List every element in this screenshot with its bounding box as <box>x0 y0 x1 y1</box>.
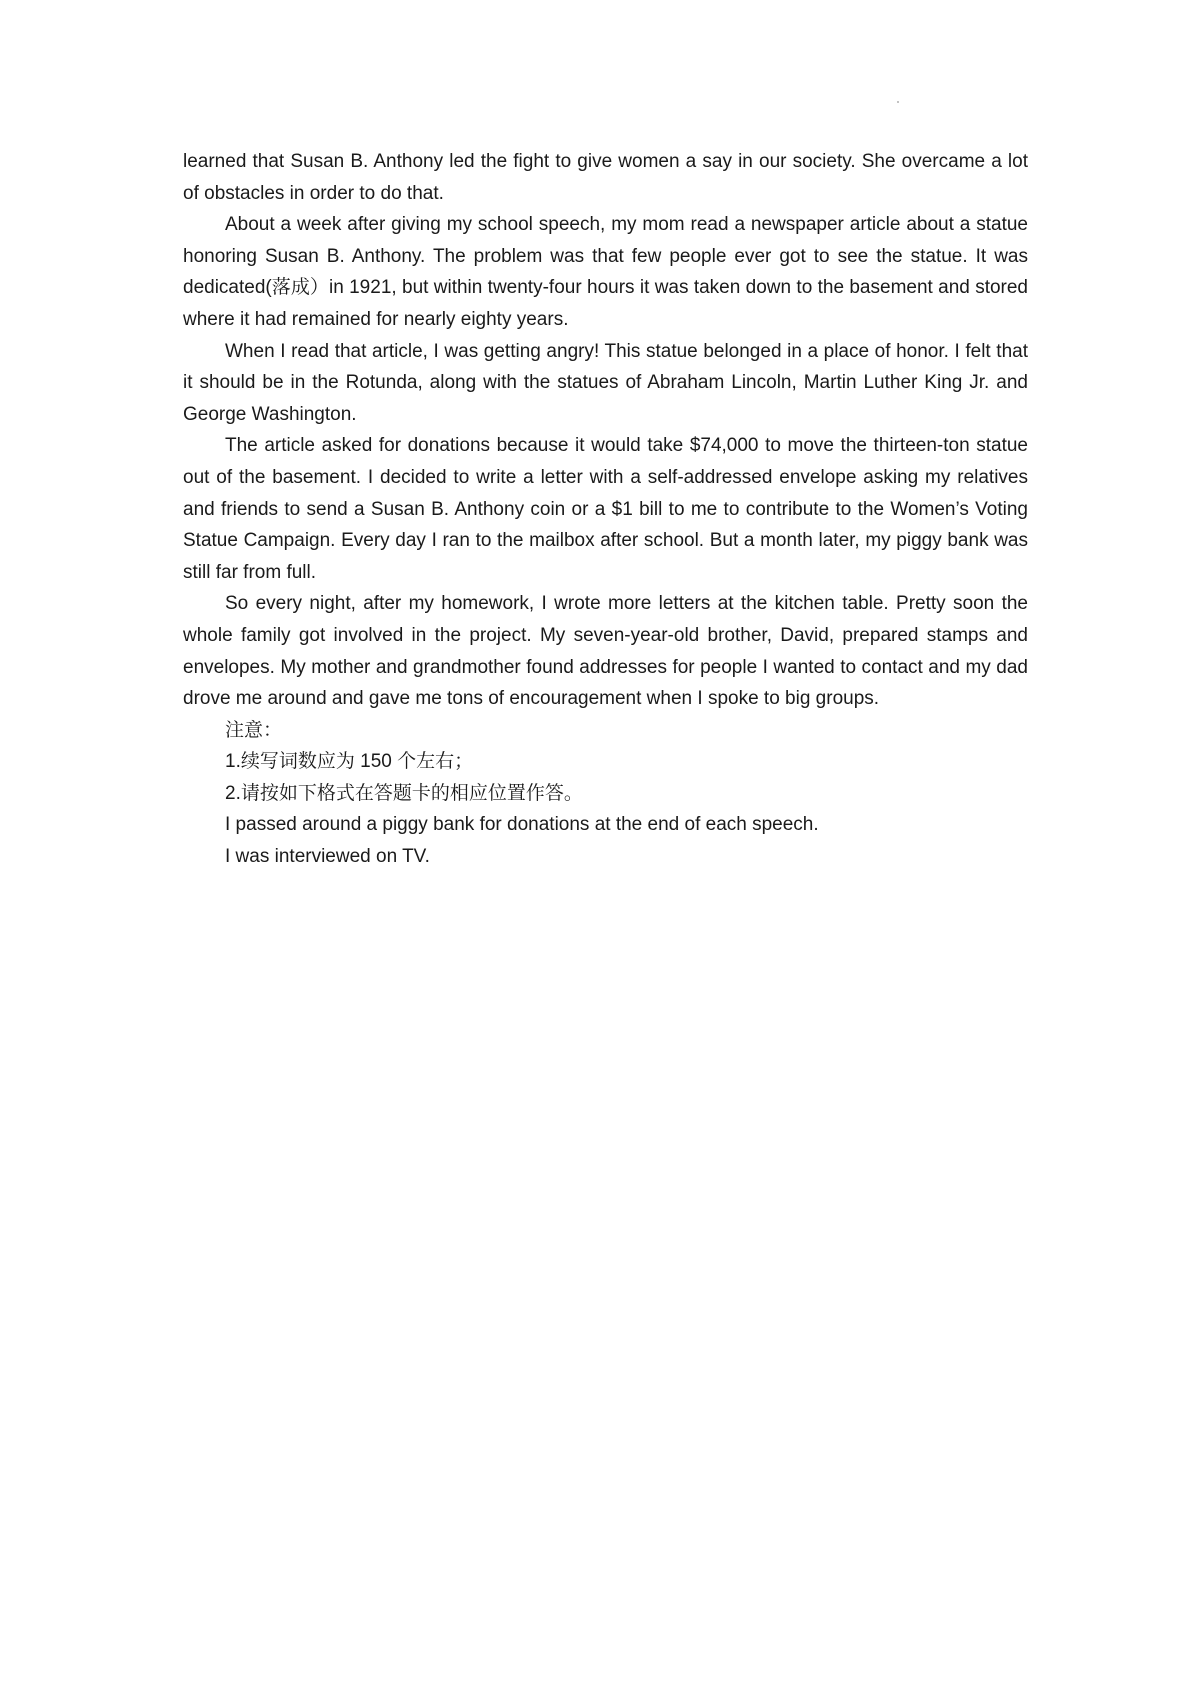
continuation-prompt-1: I passed around a piggy bank for donations at the end of each speech. <box>225 814 819 836</box>
continuation-prompt-2: I was interviewed on TV. <box>225 846 430 868</box>
note-item-2: 2.请按如下格式在答题卡的相应位置作答。 <box>225 782 583 804</box>
document-body <box>183 146 1028 873</box>
story-paragraph-5: So every night, after my homework, I wrote more letters at the kitchen table. Pretty soon the whole family got involved in the project. My seven-year-old brother, David, prepared stamps and envelopes. My mother and grandmother found addresses for people I wanted to contact and my dad drove me around and gave me tons of encouragement when I spoke to big groups. <box>183 593 1028 710</box>
story-paragraph-3: When I read that article, I was getting angry! This statue belonged in a place of honor. I felt that it should be in the Rotunda, along with the statues of Abraham Lincoln, Martin Luther King Jr. and George Washington. <box>183 340 1028 425</box>
scan-dot <box>897 101 899 103</box>
notes-heading: 注意： <box>225 719 283 741</box>
note-item-1: 1.续写词数应为 150 个左右； <box>225 751 474 773</box>
story-paragraph-1: learned that Susan B. Anthony led the fight to give women a say in our society. She overcame a lot of obstacles in order to do that. <box>183 151 1028 204</box>
story-paragraph-2: About a week after giving my school speech, my mom read a newspaper article about a statue honoring Susan B. Anthony. The problem was that few people ever got to see the statue. It was dedicated(落成）in 1921, but within twenty-four hours it was taken down to the basement and stored where it had remained for nearly eighty years. <box>183 214 1028 330</box>
story-paragraph-4: The article asked for donations because it would take $74,000 to move the thirteen-ton statue out of the basement. I decided to write a letter with a self-addressed envelope asking my relatives and friends to send a Susan B. Anthony coin or a $1 bill to me to contribute to the Women’s Voting Statue Campaign. Every day I ran to the mailbox after school. But a month later, my piggy bank was still far from full. <box>183 435 1028 583</box>
